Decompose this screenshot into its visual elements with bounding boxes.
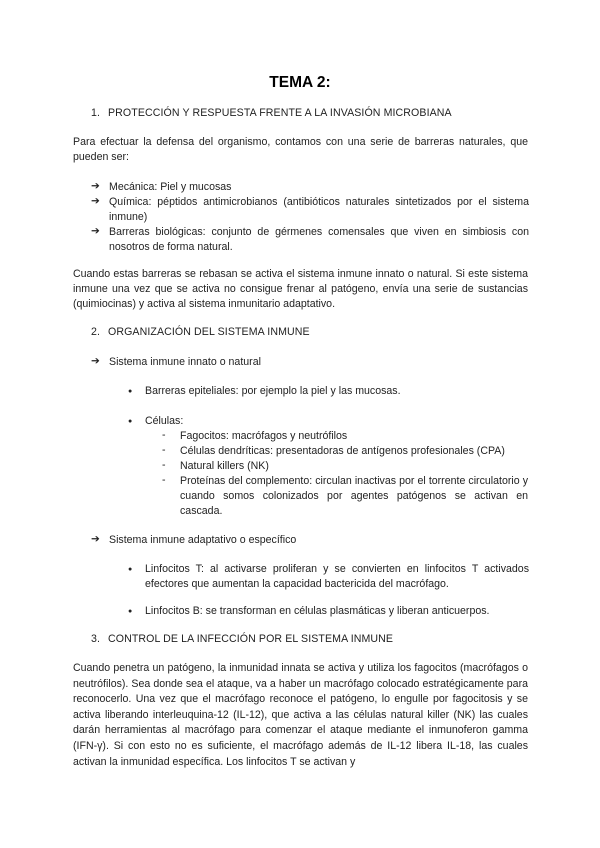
bullet-icon: ● (128, 388, 133, 395)
bullet-icon: ● (128, 418, 133, 425)
bullet-icon: ● (128, 566, 133, 573)
cell-item: Fagocitos: macrófagos y neutrófilos (180, 430, 348, 442)
dash-icon: - (162, 459, 166, 471)
innate-system-label: Sistema inmune innato o natural (109, 356, 261, 368)
arrow-icon: ➔ (91, 533, 100, 545)
document-title: TEMA 2: (269, 74, 331, 91)
section-2-heading (91, 326, 310, 338)
section-1-closing: Cuando estas barreras se rebasan se activa el sistema inmune innato o natural. Si este sistema inmune una vez que se activa no consigue frenar al patógeno, envía una serie de sustancias (quimiocinas) y activa al sistema inmunitario adaptativo. (73, 268, 528, 311)
section-2-title: ORGANIZACIÓN DEL SISTEMA INMUNE (108, 326, 310, 338)
arrow-icon: ➔ (91, 195, 100, 207)
bullet-icon: ● (128, 608, 133, 615)
section-3-body: Cuando penetra un patógeno, la inmunidad innata se activa y utiliza los fagocitos (macrófagos o neutrófilos). Sea donde sea el ataque, va a haber un macrófago colocado estratégicamente para reconocerlo. Una vez que el macrófago reconoce el patógeno, lo engulle por fagocitosis y se activa liberando interleuquina-12 (IL-12), que activa a las células natural killer (NK) las cuales darán herramientas al macrófago para comenzar el ataque mediante el inmunoferon gamma (IFN-γ). Si con esto no es suficiente, el macrófago además de IL-12 libera IL-18, las cuales activan la inmunidad específica. Los linfocitos T se activan y (73, 662, 528, 768)
arrow-icon: ➔ (91, 355, 100, 367)
section-1-title: PROTECCIÓN Y RESPUESTA FRENTE A LA INVASIÓN MICROBIANA (108, 107, 452, 119)
adaptive-system-label: Sistema inmune adaptativo o específico (109, 534, 297, 546)
cell-item: Células dendríticas: presentadoras de antígenos profesionales (CPA) (180, 445, 505, 457)
section-3-heading (91, 633, 393, 645)
dash-icon: - (162, 444, 166, 456)
section-1-number: 1. (91, 107, 101, 119)
section-3-title: CONTROL DE LA INFECCIÓN POR EL SISTEMA INMUNE (108, 633, 394, 645)
arrow-icon: ➔ (91, 225, 100, 237)
section-1-intro: Para efectuar la defensa del organismo, contamos con una serie de barreras naturales, que pueden ser: (73, 136, 528, 164)
section-2-number: 2. (91, 326, 101, 338)
arrow-icon: ➔ (91, 180, 100, 192)
adaptive-item: Linfocitos T: al activarse proliferan y se convierten en linfocitos T activados efectores que aumentan la capacidad bactericida del macrófago. (145, 563, 529, 590)
section-3-number: 3. (91, 633, 101, 645)
cell-item: Natural killers (NK) (180, 460, 269, 472)
cells-label: Células: (145, 415, 184, 427)
cell-item: Proteínas del complemento: circulan inactivas por el torrente circulatorio y cuando somos colonizados por agentes patógenos se activan en cascada. (180, 475, 528, 517)
section-1-heading (91, 107, 452, 119)
dash-icon: - (162, 429, 166, 441)
adaptive-item: Linfocitos B: se transforman en células plasmáticas y liberan anticuerpos. (145, 605, 490, 617)
barrier-item: Barreras biológicas: conjunto de gérmenes comensales que viven en simbiosis con nosotros de forma natural. (109, 226, 529, 253)
epithelial-barriers: Barreras epiteliales: por ejemplo la piel y las mucosas. (145, 385, 401, 397)
barrier-item: Mecánica: Piel y mucosas (109, 181, 232, 193)
dash-icon: - (162, 474, 166, 486)
barrier-item: Química: péptidos antimicrobianos (antibióticos naturales sintetizados por el sistema inmune) (109, 196, 529, 223)
